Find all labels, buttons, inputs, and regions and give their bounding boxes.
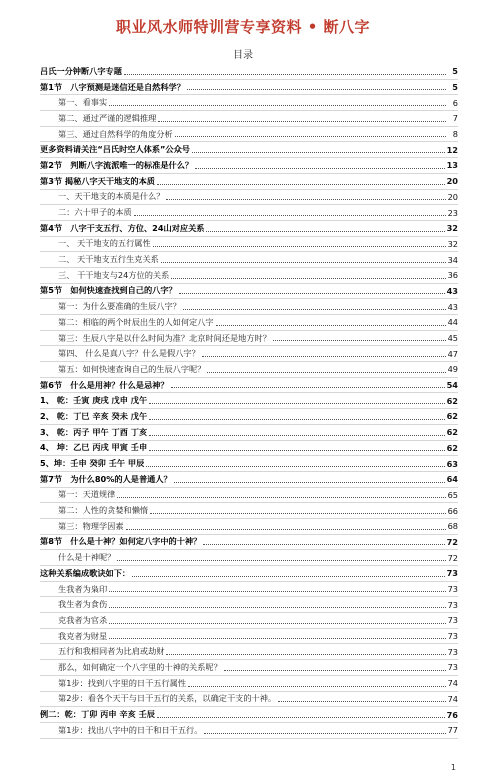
toc-entry-page: 36 xyxy=(447,270,458,281)
toc-entry[interactable] xyxy=(40,597,458,613)
toc-entry[interactable] xyxy=(40,425,458,441)
page-number: 1 xyxy=(450,763,456,772)
toc-leader-dots xyxy=(150,513,446,514)
toc-entry-label: 第1步：找到八字里的日干五行属性 xyxy=(58,677,187,688)
toc-entry-label: 3、 乾：丙子 甲午 丁酉 丁亥 xyxy=(40,426,148,437)
toc-leader-dots xyxy=(134,215,446,216)
toc-entry[interactable] xyxy=(40,95,458,111)
toc-entry-label: 二：六十甲子的本质 xyxy=(58,207,132,218)
toc-entry-label: 第一、看事实 xyxy=(58,97,108,108)
toc-entry-page: 74 xyxy=(447,678,458,689)
toc-entry-page: 47 xyxy=(447,348,458,359)
toc-entry-page: 7 xyxy=(452,113,458,124)
toc-entry-label: 一、天干地支的本质是什么？ xyxy=(58,191,165,202)
document-title: 职业风水师特训营专享资料 • 断八字 xyxy=(115,18,371,36)
toc-entry-label: 第一：为什么要准确的生辰八字？ xyxy=(58,301,181,312)
toc-leader-dots xyxy=(158,121,446,122)
toc-leader-dots xyxy=(109,607,445,608)
toc-entry-page: 73 xyxy=(446,568,458,579)
toc-entry-page: 68 xyxy=(447,521,458,532)
toc-entry-label: 4、 坤：乙巳 丙戌 甲寅 壬申 xyxy=(40,442,148,453)
toc-entry[interactable] xyxy=(40,582,458,598)
toc-entry-page: 20 xyxy=(446,176,458,187)
toc-entry[interactable] xyxy=(40,80,458,96)
toc-leader-dots xyxy=(203,544,444,545)
toc-entry[interactable] xyxy=(40,566,458,582)
toc-entry[interactable] xyxy=(40,331,458,347)
toc-entry-page: 43 xyxy=(447,301,458,312)
toc-entry-label: 第1节 八字预测是迷信还是自然科学？ xyxy=(40,81,185,92)
toc-entry-label: 1、 乾：壬寅 庚戌 戊申 戊午 xyxy=(40,395,148,406)
toc-entry-page: 76 xyxy=(446,709,458,720)
toc-entry[interactable] xyxy=(40,456,458,472)
toc-entry-label: 第2节 判断八字流派唯一的标准是什么？ xyxy=(40,159,194,170)
toc-leader-dots xyxy=(166,654,445,655)
toc-entry-label: 第4节 八字干支五行、方位、24山对应关系 xyxy=(40,222,205,233)
toc-entry-label: 我克者为财星 xyxy=(58,630,108,641)
toc-leader-dots xyxy=(149,450,444,451)
toc-entry[interactable] xyxy=(40,299,458,315)
toc-heading: 目录 xyxy=(233,50,253,61)
toc-entry-page: 73 xyxy=(447,646,458,657)
toc-leader-dots xyxy=(157,184,445,185)
toc-leader-dots xyxy=(216,325,446,326)
toc-entry-page: 65 xyxy=(447,489,458,500)
toc-entry-label: 三、 干干地支与24方位的关系 xyxy=(58,269,170,280)
toc-entry[interactable] xyxy=(40,723,458,739)
toc-leader-dots xyxy=(202,356,446,357)
toc-entry[interactable] xyxy=(40,472,458,488)
toc-entry-page: 43 xyxy=(446,285,458,296)
toc-entry-label: 第三：生辰八字是以什么时间为准？北京时间还是地方时？ xyxy=(58,332,271,343)
toc-entry-page: 73 xyxy=(447,662,458,673)
toc-entry-label: 什么是十神呢？ xyxy=(58,552,116,563)
toc-entry-label: 一、 天干地支的五行属性 xyxy=(58,238,151,249)
toc-entry[interactable] xyxy=(40,550,458,566)
toc-leader-dots xyxy=(124,74,446,75)
toc-leader-dots xyxy=(109,638,445,639)
table-of-contents xyxy=(40,64,458,739)
toc-entry-page: 62 xyxy=(446,411,458,422)
toc-entry-label: 二、 天干地支五行生克关系 xyxy=(58,254,159,265)
toc-entry-page: 34 xyxy=(447,254,458,265)
toc-entry[interactable] xyxy=(40,393,458,409)
toc-entry-label: 我生者为食伤 xyxy=(58,599,108,610)
toc-entry[interactable] xyxy=(40,676,458,692)
toc-entry-label: 这种关系编成歌诀如下： xyxy=(40,567,131,578)
toc-entry-label: 第7节 为什么80%的人是普通人？ xyxy=(40,473,172,484)
toc-entry[interactable] xyxy=(40,644,458,660)
toc-entry-label: 第8节 什么是十神？如何定八字中的十神？ xyxy=(40,536,202,547)
toc-entry-page: 32 xyxy=(447,238,458,249)
toc-entry[interactable] xyxy=(40,205,458,221)
toc-entry[interactable] xyxy=(40,488,458,504)
toc-entry-page: 45 xyxy=(447,333,458,344)
toc-entry-label: 第2步：看各个天干与日干五行的关系，以确定干支的十神。 xyxy=(58,693,277,704)
toc-entry-page: 20 xyxy=(447,191,458,202)
toc-entry-page: 62 xyxy=(446,427,458,438)
toc-entry-page: 5 xyxy=(452,82,458,93)
toc-entry[interactable] xyxy=(40,660,458,676)
toc-entry-label: 第6节 什么是用神？什么是忌神？ xyxy=(40,379,169,390)
toc-entry-label: 吕氏一分钟断八字专题 xyxy=(40,65,122,76)
toc-entry[interactable] xyxy=(40,252,458,268)
toc-entry[interactable] xyxy=(40,409,458,425)
toc-entry-page: 62 xyxy=(446,395,458,406)
toc-entry-page: 8 xyxy=(452,129,458,140)
toc-entry[interactable] xyxy=(40,111,458,127)
toc-entry[interactable] xyxy=(40,190,458,206)
toc-leader-dots xyxy=(192,152,445,153)
toc-entry[interactable] xyxy=(40,441,458,457)
toc-entry[interactable] xyxy=(40,268,458,284)
toc-entry-page: 12 xyxy=(446,144,458,155)
toc-entry-page: 54 xyxy=(446,380,458,391)
toc-entry[interactable] xyxy=(40,127,458,143)
toc-entry[interactable] xyxy=(40,519,458,535)
toc-entry-label: 第3节 揭秘八字天干地支的本质 xyxy=(40,175,155,186)
toc-leader-dots xyxy=(195,168,445,169)
toc-entry-label: 5、坤：壬申 癸卯 壬午 甲辰 xyxy=(40,458,145,469)
toc-entry-label: 第二：相临的两个时辰出生的人如何定八字 xyxy=(58,316,214,327)
toc-leader-dots xyxy=(273,340,446,341)
toc-entry-page: 5 xyxy=(452,66,458,77)
toc-entry[interactable] xyxy=(40,174,458,190)
toc-entry-page: 73 xyxy=(447,599,458,610)
toc-entry-page: 72 xyxy=(447,552,458,563)
toc-leader-dots xyxy=(179,293,445,294)
toc-leader-dots xyxy=(132,576,445,577)
toc-leader-dots xyxy=(149,403,444,404)
toc-entry-label: 克我者为官杀 xyxy=(58,614,108,625)
toc-entry-page: 64 xyxy=(446,474,458,485)
toc-entry[interactable] xyxy=(40,378,458,394)
toc-entry[interactable] xyxy=(40,707,458,723)
toc-entry-label: 例二：乾：丁卯 丙申 辛亥 壬辰 xyxy=(40,709,155,720)
toc-entry-page: 73 xyxy=(447,615,458,626)
toc-entry[interactable] xyxy=(40,284,458,300)
toc-entry-label: 2、 乾：丁巳 辛亥 癸未 戊午 xyxy=(40,410,148,421)
toc-leader-dots xyxy=(109,591,445,592)
toc-leader-dots xyxy=(188,686,446,687)
toc-leader-dots xyxy=(109,623,445,624)
toc-entry[interactable] xyxy=(40,346,458,362)
toc-entry-page: 73 xyxy=(447,584,458,595)
toc-leader-dots xyxy=(187,89,446,90)
toc-entry[interactable] xyxy=(40,237,458,253)
toc-entry-label: 第四、 什么是真八字？什么是假八字？ xyxy=(58,348,200,359)
toc-leader-dots xyxy=(146,466,444,467)
toc-entry-label: 第二：人性的贪婪和懒惰 xyxy=(58,505,149,516)
toc-leader-dots xyxy=(206,231,444,232)
toc-leader-dots xyxy=(278,701,445,702)
toc-entry-page: 13 xyxy=(446,160,458,171)
toc-leader-dots xyxy=(117,560,445,561)
toc-entry-label: 五行和我相同者为比肩或劫财 xyxy=(58,646,165,657)
toc-entry-page: 77 xyxy=(447,725,458,736)
toc-entry-label: 那么，如何确定一个八字里的十神的关系呢？ xyxy=(58,661,222,672)
toc-leader-dots xyxy=(174,482,445,483)
toc-entry[interactable] xyxy=(40,315,458,331)
toc-leader-dots xyxy=(149,435,444,436)
toc-entry[interactable] xyxy=(40,158,458,174)
toc-entry-page: 6 xyxy=(452,97,458,108)
toc-entry-label: 生我者为枭印 xyxy=(58,583,108,594)
toc-leader-dots xyxy=(157,717,445,718)
toc-leader-dots xyxy=(204,733,445,734)
toc-entry-label: 更多资料请关注“吕氏时空人体系”公众号 xyxy=(40,144,190,155)
toc-entry[interactable] xyxy=(40,362,458,378)
toc-entry-label: 第三：物理学因素 xyxy=(58,520,124,531)
toc-entry-label: 第三、通过自然科学的角度分析 xyxy=(58,128,173,139)
toc-entry[interactable] xyxy=(40,535,458,551)
toc-entry-page: 66 xyxy=(447,505,458,516)
toc-leader-dots xyxy=(149,419,444,420)
toc-entry-page: 23 xyxy=(447,207,458,218)
toc-leader-dots xyxy=(224,670,446,671)
toc-entry-label: 第一：天道规律 xyxy=(58,489,116,500)
toc-entry-page: 72 xyxy=(446,536,458,547)
toc-leader-dots xyxy=(171,278,445,279)
toc-leader-dots xyxy=(117,497,445,498)
toc-entry-page: 44 xyxy=(447,317,458,328)
toc-leader-dots xyxy=(109,105,446,106)
toc-entry-page: 49 xyxy=(447,364,458,375)
toc-leader-dots xyxy=(171,387,445,388)
toc-leader-dots xyxy=(161,262,446,263)
toc-entry[interactable] xyxy=(40,221,458,237)
toc-entry-page: 32 xyxy=(446,223,458,234)
toc-leader-dots xyxy=(175,136,446,137)
toc-leader-dots xyxy=(166,199,445,200)
toc-entry-page: 74 xyxy=(447,693,458,704)
toc-entry[interactable] xyxy=(40,503,458,519)
toc-leader-dots xyxy=(207,372,445,373)
toc-entry[interactable] xyxy=(40,613,458,629)
toc-entry[interactable] xyxy=(40,142,458,158)
toc-entry-label: 第五：如何快速查询自己的生辰八字呢？ xyxy=(58,363,206,374)
toc-leader-dots xyxy=(183,309,446,310)
toc-leader-dots xyxy=(153,246,446,247)
toc-leader-dots xyxy=(126,529,446,530)
toc-entry-label: 第二、通过严谨的逻辑推理 xyxy=(58,112,157,123)
toc-entry[interactable] xyxy=(40,64,458,80)
toc-entry-label: 第1步：找出八字中的日干和日干五行。 xyxy=(58,724,203,735)
toc-entry-page: 63 xyxy=(446,458,458,469)
toc-entry[interactable] xyxy=(40,692,458,708)
toc-entry[interactable] xyxy=(40,629,458,645)
toc-entry-label: 第5节 如何快速查找到自己的八字？ xyxy=(40,285,177,296)
toc-entry-page: 62 xyxy=(446,442,458,453)
toc-entry-page: 73 xyxy=(447,631,458,642)
